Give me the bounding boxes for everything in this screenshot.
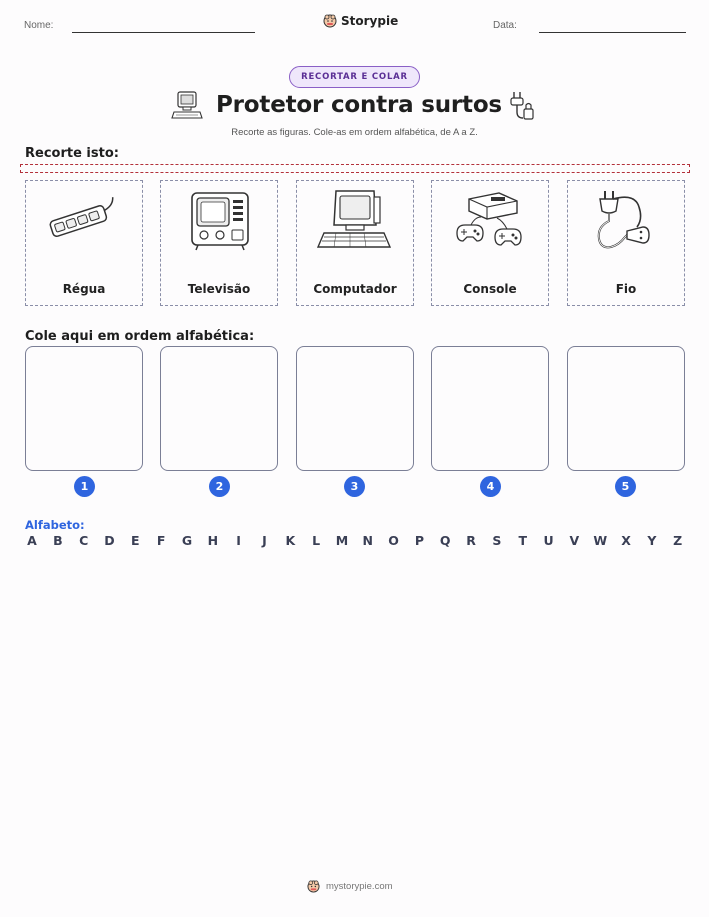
alphabet-title: Alfabeto:	[25, 518, 85, 532]
plug-cord-icon	[587, 187, 667, 257]
paste-box-2[interactable]	[160, 346, 278, 471]
alphabet-letter: R	[466, 533, 476, 548]
cut-card-label: Console	[463, 282, 517, 296]
tv-icon	[180, 187, 260, 257]
number-badge: 5	[615, 476, 636, 497]
cut-card-computador[interactable]	[296, 180, 414, 306]
number-badge: 4	[480, 476, 501, 497]
date-line[interactable]	[539, 32, 686, 33]
alphabet-letter: U	[543, 533, 554, 548]
cut-card-label: Televisão	[187, 282, 251, 296]
brand	[323, 14, 398, 28]
alphabet-letter: C	[79, 533, 89, 548]
alphabet-letter: Y	[647, 533, 657, 548]
alphabet-letter: T	[518, 533, 527, 548]
paste-box-1[interactable]	[25, 346, 143, 471]
alphabet-letter: M	[335, 533, 349, 548]
alphabet-letter: Z	[673, 533, 683, 548]
cut-card-televisao[interactable]	[160, 180, 278, 306]
alphabet-letter: G	[181, 533, 193, 548]
footer	[307, 880, 393, 893]
name-line[interactable]	[72, 32, 255, 33]
alphabet-letter: Q	[439, 533, 451, 548]
activity-tag: RECORTAR E COLAR	[289, 66, 420, 88]
alphabet-letter: N	[362, 533, 373, 548]
cut-card-regua[interactable]	[25, 180, 143, 306]
alphabet-letter: J	[262, 533, 267, 548]
cut-section-heading: Recorte isto:	[25, 146, 119, 161]
number-badge: 1	[74, 476, 95, 497]
cut-card-console[interactable]	[431, 180, 549, 306]
cut-card-fio[interactable]	[567, 180, 685, 306]
cut-card-label: Fio	[615, 282, 637, 296]
instructions: Recorte as figuras. Cole-as em ordem alfabética, de A a Z.	[231, 127, 478, 138]
cut-card-label: Régua	[62, 282, 106, 296]
number-badge: 2	[209, 476, 230, 497]
alphabet-letter: F	[156, 533, 166, 548]
name-label: Nome:	[24, 20, 54, 31]
alphabet-row	[25, 533, 685, 551]
alphabet-letter: P	[414, 533, 424, 548]
alphabet-letter: W	[593, 533, 608, 548]
worksheet-header	[0, 0, 709, 44]
computer-icon	[316, 187, 396, 257]
alphabet-letter: X	[621, 533, 631, 548]
plug-lock-icon	[508, 90, 536, 122]
alphabet-letter: D	[104, 533, 115, 548]
alphabet-letter: V	[569, 533, 580, 548]
page-title: Protetor contra surtos	[216, 92, 502, 118]
alphabet-letter: A	[27, 533, 37, 548]
paste-box-3[interactable]	[296, 346, 414, 471]
paste-box-4[interactable]	[431, 346, 549, 471]
alphabet-letter: K	[285, 533, 296, 548]
game-console-icon	[451, 187, 531, 257]
cut-card-label: Computador	[313, 282, 397, 296]
footer-url: mystorypie.com	[326, 881, 393, 892]
title-row	[0, 90, 709, 126]
alphabet-letter: B	[53, 533, 63, 548]
brand-name: Storypie	[341, 14, 399, 28]
cut-line	[20, 164, 690, 173]
storypie-logo-icon	[323, 14, 337, 28]
alphabet-letter: E	[131, 533, 140, 548]
alphabet-letter: I	[236, 533, 241, 548]
computer-icon	[170, 90, 204, 122]
date-label: Data:	[493, 20, 517, 31]
number-badge: 3	[344, 476, 365, 497]
paste-box-5[interactable]	[567, 346, 685, 471]
alphabet-letter: O	[388, 533, 399, 548]
alphabet-letter: H	[207, 533, 219, 548]
storypie-logo-icon	[307, 880, 320, 893]
alphabet-letter: S	[492, 533, 502, 548]
power-strip-icon	[45, 187, 125, 257]
alphabet-letter: L	[312, 533, 321, 548]
paste-section-heading: Cole aqui em ordem alfabética:	[25, 329, 255, 344]
